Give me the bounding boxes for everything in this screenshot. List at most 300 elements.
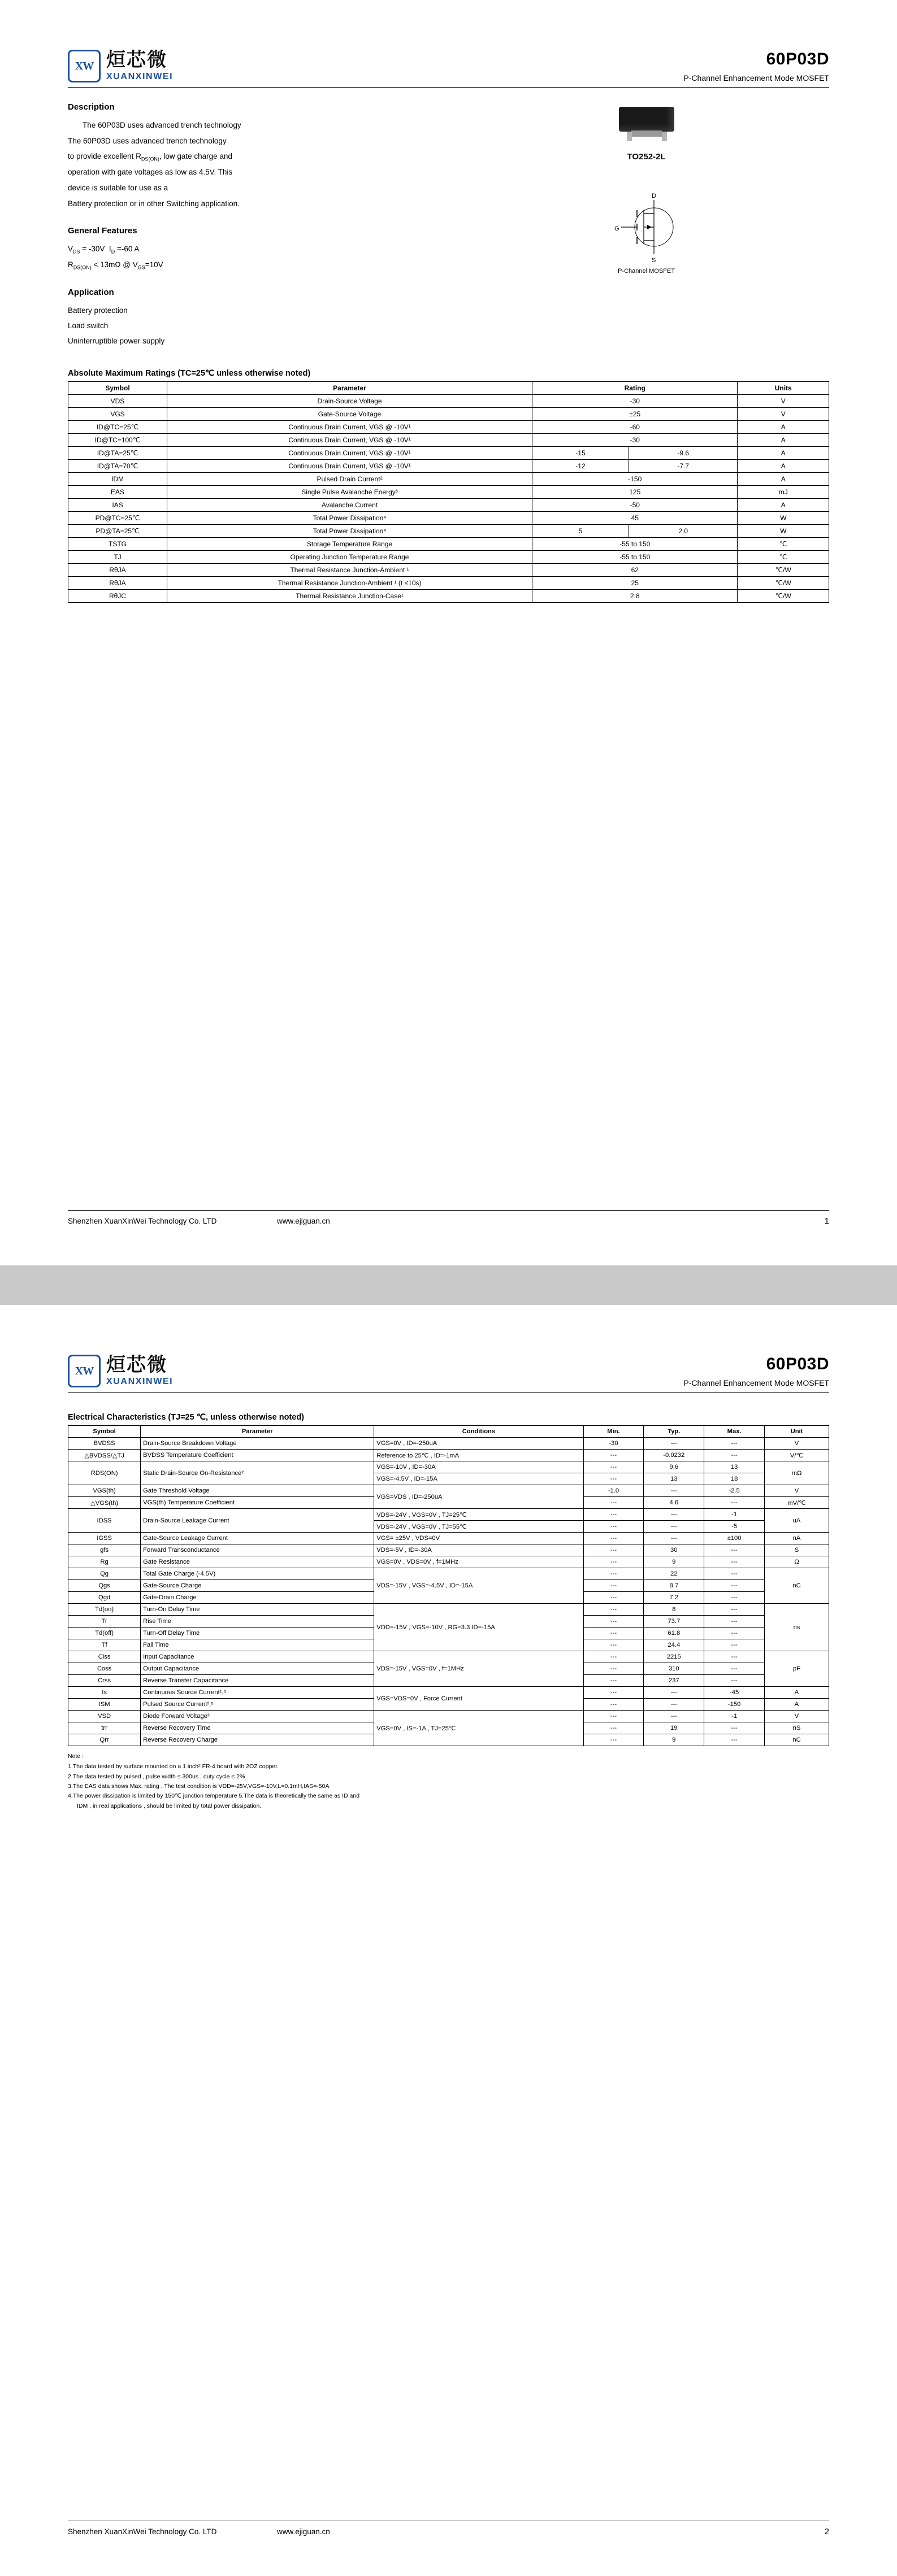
table-row <box>68 498 829 511</box>
description-line: to provide excellent $R_{DS(ON)}$, low gate charge and <box>68 152 232 163</box>
cell-min: --- <box>583 1521 644 1533</box>
page-1 <box>0 0 897 1265</box>
cell-max: -2.5 <box>704 1485 765 1497</box>
cell-rating: -7.7 <box>629 459 738 472</box>
cell-symbol: ID@TC=100℃ <box>68 433 167 446</box>
cell-max: -150 <box>704 1699 765 1711</box>
col-symbol: Symbol <box>68 1426 141 1438</box>
footer-company: Shenzhen XuanXinWei Technology Co. LTD <box>68 1217 217 1225</box>
cell-symbol: TSTG <box>68 537 167 550</box>
cell-conditions: VGS=-4.5V , ID=-15A <box>374 1473 583 1485</box>
page-2 <box>0 1305 897 2576</box>
cell-max: --- <box>704 1497 765 1509</box>
col-max: Max. <box>704 1426 765 1438</box>
table-row <box>68 407 829 420</box>
cell-units: ℃ <box>738 550 829 563</box>
cell-symbol: Qgd <box>68 1592 141 1604</box>
cell-max: --- <box>704 1639 765 1651</box>
cell-conditions: VGS=VDS , ID=-250uA <box>374 1485 583 1509</box>
cell-parameter: Rise Time <box>141 1616 374 1628</box>
cell-conditions: VDD=-15V , VGS=-10V , RG=3.3 ID=-15A <box>374 1604 583 1651</box>
cell-min: -1.0 <box>583 1485 644 1497</box>
cell-symbol: Td(off) <box>68 1628 141 1639</box>
logo-english-name: XUANXINWEI <box>106 1376 174 1386</box>
general-feature-line: $V_{DS} = -30V$ $I_D =-60$ A <box>68 245 140 255</box>
cell-symbol: Rg <box>68 1556 141 1568</box>
cell-min: --- <box>583 1533 644 1544</box>
cell-conditions: VDS=-24V , VGS=0V , TJ=25℃ <box>374 1509 583 1521</box>
notes-title: Note : <box>68 1753 84 1760</box>
table-row <box>68 1604 829 1616</box>
cell-conditions: VDS=-15V , VGS=0V , f=1MHz <box>374 1651 583 1687</box>
cell-min: --- <box>583 1473 644 1485</box>
table-row <box>68 1450 829 1461</box>
col-parameter: Parameter <box>141 1426 374 1438</box>
part-subtitle: P-Channel Enhancement Mode MOSFET <box>683 73 829 82</box>
cell-max: --- <box>704 1651 765 1663</box>
description-line: The 60P03D uses advanced trench technology <box>68 136 227 145</box>
cell-parameter: Continuous Drain Current, VGS @ -10V¹ <box>167 433 532 446</box>
logo-text <box>106 1355 173 1387</box>
cell-conditions: Reference to 25℃ , ID=-1mA <box>374 1450 583 1461</box>
cell-parameter: BVDSS Temperature Coefficient <box>141 1450 374 1461</box>
cell-conditions: VDS=-5V , ID=-30A <box>374 1544 583 1556</box>
table-row <box>68 1556 829 1568</box>
cell-typ: 19 <box>644 1722 704 1734</box>
cell-unit: V <box>765 1485 829 1497</box>
header-right <box>683 1355 829 1387</box>
cell-max: 13 <box>704 1461 765 1473</box>
cell-min: --- <box>583 1592 644 1604</box>
cell-units: V <box>738 394 829 407</box>
cell-symbol: ID@TC=25℃ <box>68 420 167 433</box>
cell-symbol: △VGS(th) <box>68 1497 141 1509</box>
cell-rating: 62 <box>532 563 738 576</box>
description-text: The 60P03D uses advanced trench technology <box>83 121 241 129</box>
cell-unit: ns <box>765 1604 829 1651</box>
table-header-row <box>68 1426 829 1438</box>
logo-chinese-name: 烜芯微 <box>106 1354 167 1377</box>
cell-parameter: Forward Transconductance <box>141 1544 374 1556</box>
cell-parameter: Gate-Source Leakage Current <box>141 1533 374 1544</box>
table-row <box>68 524 829 537</box>
table-row <box>68 563 829 576</box>
cell-typ: 30 <box>644 1544 704 1556</box>
cell-max: --- <box>704 1592 765 1604</box>
table-row <box>68 589 829 602</box>
cell-parameter: Operating Junction Temperature Range <box>167 550 532 563</box>
cell-max: --- <box>704 1675 765 1687</box>
cell-parameter: Total Gate Charge (-4.5V) <box>141 1568 374 1580</box>
cell-units: W <box>738 524 829 537</box>
cell-min: --- <box>583 1497 644 1509</box>
cell-min: --- <box>583 1604 644 1616</box>
col-rating: Rating <box>532 381 738 394</box>
cell-typ: --- <box>644 1521 704 1533</box>
cell-parameter: Turn-On Delay Time <box>141 1604 374 1616</box>
cell-min: --- <box>583 1651 644 1663</box>
cell-parameter: Fall Time <box>141 1639 374 1651</box>
table-row <box>68 1687 829 1699</box>
cell-conditions: VGS=0V , VDS=0V , f=1MHz <box>374 1556 583 1568</box>
col-typ: Typ. <box>644 1426 704 1438</box>
cell-rating: -55 to 150 <box>532 550 738 563</box>
svg-text:D: D <box>651 193 656 199</box>
table-row <box>68 1568 829 1580</box>
table-row <box>68 433 829 446</box>
cell-symbol: Tr <box>68 1616 141 1628</box>
cell-min: --- <box>583 1628 644 1639</box>
cell-parameter: Input Capacitance <box>141 1651 374 1663</box>
cell-typ: --- <box>644 1711 704 1722</box>
cell-rating: -30 <box>532 394 738 407</box>
footer-website[interactable]: www.ejiguan.cn <box>277 1217 330 1225</box>
note-line: 2.The data tested by pulsed , pulse width ≤ 300us , duty cycle ≤ 2% <box>68 1773 245 1780</box>
general-features-heading: General Features <box>68 226 137 236</box>
intro-columns <box>68 88 829 349</box>
cell-symbol: BVDSS <box>68 1438 141 1450</box>
cell-unit: V/℃ <box>765 1450 829 1461</box>
cell-typ: 8.7 <box>644 1580 704 1592</box>
cell-max: -1 <box>704 1711 765 1722</box>
cell-units: W <box>738 511 829 524</box>
logo-mark-icon: XW <box>68 50 101 82</box>
page-header <box>68 1305 829 1387</box>
application-body <box>68 303 463 349</box>
cell-min: --- <box>583 1461 644 1473</box>
mosfet-symbol-icon <box>604 191 689 264</box>
svg-text:G: G <box>614 225 619 232</box>
cell-symbol: ID@TA=25℃ <box>68 446 167 459</box>
cell-parameter: Drain-Source Voltage <box>167 394 532 407</box>
cell-typ: -0.0232 <box>644 1450 704 1461</box>
electrical-characteristics-table <box>68 1425 829 1746</box>
cell-max: --- <box>704 1734 765 1746</box>
cell-max: --- <box>704 1722 765 1734</box>
cell-min: --- <box>583 1616 644 1628</box>
cell-symbol: PD@TA=25℃ <box>68 524 167 537</box>
cell-max: --- <box>704 1450 765 1461</box>
description-line: device is suitable for use as a <box>68 184 168 193</box>
cell-rating: 45 <box>532 511 738 524</box>
cell-typ: 7.2 <box>644 1592 704 1604</box>
cell-max: --- <box>704 1568 765 1580</box>
cell-parameter: Gate-Source Voltage <box>167 407 532 420</box>
application-heading: Application <box>68 287 114 297</box>
cell-parameter: Storage Temperature Range <box>167 537 532 550</box>
cell-typ: --- <box>644 1699 704 1711</box>
cell-parameter: Turn-Off Delay Time <box>141 1628 374 1639</box>
table-row <box>68 1711 829 1722</box>
cell-min: -30 <box>583 1438 644 1450</box>
cell-symbol: EAS <box>68 485 167 498</box>
cell-units: A <box>738 420 829 433</box>
cell-conditions: VGS=0V , ID=-250uA <box>374 1438 583 1450</box>
cell-typ: --- <box>644 1438 704 1450</box>
table-row <box>68 459 829 472</box>
cell-typ: 9.6 <box>644 1461 704 1473</box>
cell-rating: -150 <box>532 472 738 485</box>
cell-parameter: Total Power Dissipation⁴ <box>167 511 532 524</box>
cell-max: --- <box>704 1604 765 1616</box>
cell-unit: pF <box>765 1651 829 1687</box>
cell-unit: mΩ <box>765 1461 829 1485</box>
abs-table-body <box>68 394 829 602</box>
cell-unit: V <box>765 1438 829 1450</box>
cell-min: --- <box>583 1663 644 1675</box>
cell-units: V <box>738 407 829 420</box>
table-row <box>68 576 829 589</box>
cell-unit: uA <box>765 1509 829 1533</box>
intro-left-column <box>68 88 463 349</box>
cell-symbol: IGSS <box>68 1533 141 1544</box>
cell-conditions: VGS=0V , IS=-1A , TJ=25℃ <box>374 1711 583 1746</box>
cell-symbol: Crss <box>68 1675 141 1687</box>
cell-symbol: IDM <box>68 472 167 485</box>
cell-symbol: IDSS <box>68 1509 141 1533</box>
cell-symbol: ISM <box>68 1699 141 1711</box>
cell-conditions: VGS=VDS=0V , Force Current <box>374 1687 583 1711</box>
note-line: IDM , in real applications , should be limited by total power dissipation. <box>77 1802 262 1809</box>
footer-page-number: 1 <box>824 1216 829 1226</box>
logo-text <box>106 50 173 82</box>
cell-unit: A <box>765 1699 829 1711</box>
cell-units: ℃/W <box>738 589 829 602</box>
description-line: Battery protection or in other Switching application. <box>68 199 240 208</box>
table-row <box>68 420 829 433</box>
general-features-body <box>68 241 463 272</box>
cell-symbol: RθJC <box>68 589 167 602</box>
cell-parameter: Reverse Recovery Charge <box>141 1734 374 1746</box>
logo-english-name: XUANXINWEI <box>106 71 174 81</box>
cell-symbol: Qg <box>68 1568 141 1580</box>
cell-parameter: Reverse Recovery Time <box>141 1722 374 1734</box>
company-logo <box>68 50 173 82</box>
cell-conditions: VGS=-10V , ID=-30A <box>374 1461 583 1473</box>
cell-parameter: Continuous Drain Current, VGS @ -10V¹ <box>167 446 532 459</box>
company-logo <box>68 1355 173 1387</box>
cell-unit: nA <box>765 1533 829 1544</box>
col-unit: Unit <box>765 1426 829 1438</box>
cell-parameter: Continuous Drain Current, VGS @ -10V¹ <box>167 420 532 433</box>
cell-parameter: Static Drain-Source On-Resistance² <box>141 1461 374 1485</box>
part-number: 60P03D <box>766 1355 829 1373</box>
cell-unit: nC <box>765 1568 829 1604</box>
table-row <box>68 394 829 407</box>
notes-block <box>68 1752 829 1811</box>
cell-parameter: Continuous Drain Current, VGS @ -10V¹ <box>167 459 532 472</box>
col-symbol: Symbol <box>68 381 167 394</box>
cell-units: A <box>738 498 829 511</box>
cell-units: A <box>738 472 829 485</box>
cell-symbol: RθJA <box>68 576 167 589</box>
abs-max-ratings-title: Absolute Maximum Ratings (TC=25℃ unless otherwise noted) <box>68 368 311 378</box>
part-number: 60P03D <box>766 50 829 68</box>
cell-parameter: Avalanche Current <box>167 498 532 511</box>
cell-min: --- <box>583 1734 644 1746</box>
cell-parameter: Pulsed Source Current²,⁵ <box>141 1699 374 1711</box>
cell-conditions: VGS= ±25V , VDS=0V <box>374 1533 583 1544</box>
cell-parameter: Thermal Resistance Junction-Ambient ¹ <box>167 563 532 576</box>
col-units: Units <box>738 381 829 394</box>
cell-rating: -50 <box>532 498 738 511</box>
cell-typ: 9 <box>644 1556 704 1568</box>
cell-symbol: VDS <box>68 394 167 407</box>
ec-table-body <box>68 1438 829 1746</box>
description-heading: Description <box>68 102 115 112</box>
application-line: Battery protection <box>68 306 128 315</box>
cell-typ: 22 <box>644 1568 704 1580</box>
cell-symbol: Tf <box>68 1639 141 1651</box>
cell-rating: 2.0 <box>629 524 738 537</box>
cell-parameter: Gate Threshold Voltage <box>141 1485 374 1497</box>
page-2-footer <box>68 2521 829 2536</box>
cell-symbol: Is <box>68 1687 141 1699</box>
cell-min: --- <box>583 1556 644 1568</box>
cell-typ: 24.4 <box>644 1639 704 1651</box>
application-line: Load switch <box>68 321 109 330</box>
cell-rating: -15 <box>532 446 629 459</box>
col-conditions: Conditions <box>374 1426 583 1438</box>
cell-typ: --- <box>644 1509 704 1521</box>
cell-typ: 237 <box>644 1675 704 1687</box>
footer-website[interactable]: www.ejiguan.cn <box>277 2527 330 2536</box>
cell-min: --- <box>583 1580 644 1592</box>
cell-unit: V <box>765 1711 829 1722</box>
cell-typ: 2215 <box>644 1651 704 1663</box>
table-row <box>68 485 829 498</box>
cell-min: --- <box>583 1450 644 1461</box>
package-name: TO252-2L <box>627 152 666 162</box>
cell-rating: 5 <box>532 524 629 537</box>
cell-min: --- <box>583 1509 644 1521</box>
cell-units: A <box>738 459 829 472</box>
cell-min: --- <box>583 1675 644 1687</box>
cell-rating: -12 <box>532 459 629 472</box>
cell-units: A <box>738 433 829 446</box>
cell-parameter: Total Power Dissipation⁴ <box>167 524 532 537</box>
svg-text:S: S <box>651 257 656 264</box>
cell-typ: 9 <box>644 1734 704 1746</box>
description-body <box>68 118 384 211</box>
cell-typ: --- <box>644 1485 704 1497</box>
cell-rating: -60 <box>532 420 738 433</box>
note-line: 1.The data tested by surface mounted on a 1 inch² FR-4 board with 2OZ copper. <box>68 1763 279 1770</box>
cell-rating: -9.6 <box>629 446 738 459</box>
cell-rating: ±25 <box>532 407 738 420</box>
cell-conditions: VDS=-24V , VGS=0V , TJ=55℃ <box>374 1521 583 1533</box>
abs-max-ratings-table <box>68 381 829 603</box>
logo-mark-icon: XW <box>68 1355 101 1387</box>
table-row <box>68 472 829 485</box>
cell-parameter: Diode Forward Voltage² <box>141 1711 374 1722</box>
cell-rating: 25 <box>532 576 738 589</box>
cell-rating: -30 <box>532 433 738 446</box>
cell-max: --- <box>704 1580 765 1592</box>
symbol-caption: P-Channel MOSFET <box>618 268 675 275</box>
cell-min: --- <box>583 1639 644 1651</box>
cell-parameter: VGS(th) Temperature Coefficient <box>141 1497 374 1509</box>
cell-parameter: Continuous Source Current¹,⁵ <box>141 1687 374 1699</box>
cell-parameter: Thermal Resistance Junction-Case¹ <box>167 589 532 602</box>
cell-min: --- <box>583 1711 644 1722</box>
table-row <box>68 1438 829 1450</box>
cell-symbol: RDS(ON) <box>68 1461 141 1485</box>
cell-typ: 73.7 <box>644 1616 704 1628</box>
table-row <box>68 1509 829 1521</box>
cell-symbol: Ciss <box>68 1651 141 1663</box>
cell-units: ℃/W <box>738 563 829 576</box>
table-row <box>68 550 829 563</box>
note-line: 3.The EAS data shows Max. rating . The test condition is VDD=-25V,VGS=-10V,L=0.1mH,IAS=-50A <box>68 1782 330 1790</box>
part-subtitle: P-Channel Enhancement Mode MOSFET <box>683 1378 829 1387</box>
cell-rating: -55 to 150 <box>532 537 738 550</box>
cell-parameter: Gate-Drain Charge <box>141 1592 374 1604</box>
cell-parameter: Drain-Source Breakdown Voltage <box>141 1438 374 1450</box>
table-row <box>68 537 829 550</box>
cell-min: --- <box>583 1687 644 1699</box>
cell-parameter: Gate-Source Charge <box>141 1580 374 1592</box>
cell-rating: 2.8 <box>532 589 738 602</box>
cell-typ: 4.6 <box>644 1497 704 1509</box>
cell-symbol: VSD <box>68 1711 141 1722</box>
cell-max: --- <box>704 1556 765 1568</box>
cell-unit: mV/℃ <box>765 1497 829 1509</box>
cell-unit: S <box>765 1544 829 1556</box>
cell-units: ℃/W <box>738 576 829 589</box>
cell-rating: 125 <box>532 485 738 498</box>
cell-max: -1 <box>704 1509 765 1521</box>
table-row <box>68 1485 829 1497</box>
cell-unit: Ω <box>765 1556 829 1568</box>
note-line: 4.The power dissipation is limited by 150℃ junction temperature 5.The data is theoretically the same as ID and <box>68 1792 360 1800</box>
general-feature-line: $R_{DS(ON)} < 13m\Omega$ @ $V_{GS}=10V$ <box>68 260 163 271</box>
cell-max: -45 <box>704 1687 765 1699</box>
cell-min: --- <box>583 1699 644 1711</box>
cell-symbol: trr <box>68 1722 141 1734</box>
cell-min: --- <box>583 1544 644 1556</box>
description-line: operation with gate voltages as low as 4.5V. This <box>68 168 233 177</box>
cell-symbol: VGS <box>68 407 167 420</box>
table-row <box>68 1461 829 1473</box>
cell-typ: 61.8 <box>644 1628 704 1639</box>
cell-parameter: Pulsed Drain Current² <box>167 472 532 485</box>
cell-symbol: IAS <box>68 498 167 511</box>
cell-parameter: Reverse Transfer Capacitance <box>141 1675 374 1687</box>
cell-parameter: Output Capacitance <box>141 1663 374 1675</box>
table-row <box>68 1544 829 1556</box>
cell-max: -5 <box>704 1521 765 1533</box>
cell-symbol: VGS(th) <box>68 1485 141 1497</box>
col-min: Min. <box>583 1426 644 1438</box>
cell-unit: A <box>765 1687 829 1699</box>
cell-symbol: TJ <box>68 550 167 563</box>
cell-max: 18 <box>704 1473 765 1485</box>
package-photo <box>612 107 681 142</box>
cell-min: --- <box>583 1568 644 1580</box>
cell-parameter: Drain-Source Leakage Current <box>141 1509 374 1533</box>
cell-symbol: Td(on) <box>68 1604 141 1616</box>
cell-unit: nS <box>765 1722 829 1734</box>
cell-typ: 13 <box>644 1473 704 1485</box>
cell-parameter: Single Pulse Avalanche Energy³ <box>167 485 532 498</box>
logo-chinese-name: 烜芯微 <box>106 49 167 72</box>
cell-symbol: Qgs <box>68 1580 141 1592</box>
cell-typ: 310 <box>644 1663 704 1675</box>
page-header <box>68 0 829 82</box>
cell-typ: --- <box>644 1687 704 1699</box>
cell-unit: nC <box>765 1734 829 1746</box>
